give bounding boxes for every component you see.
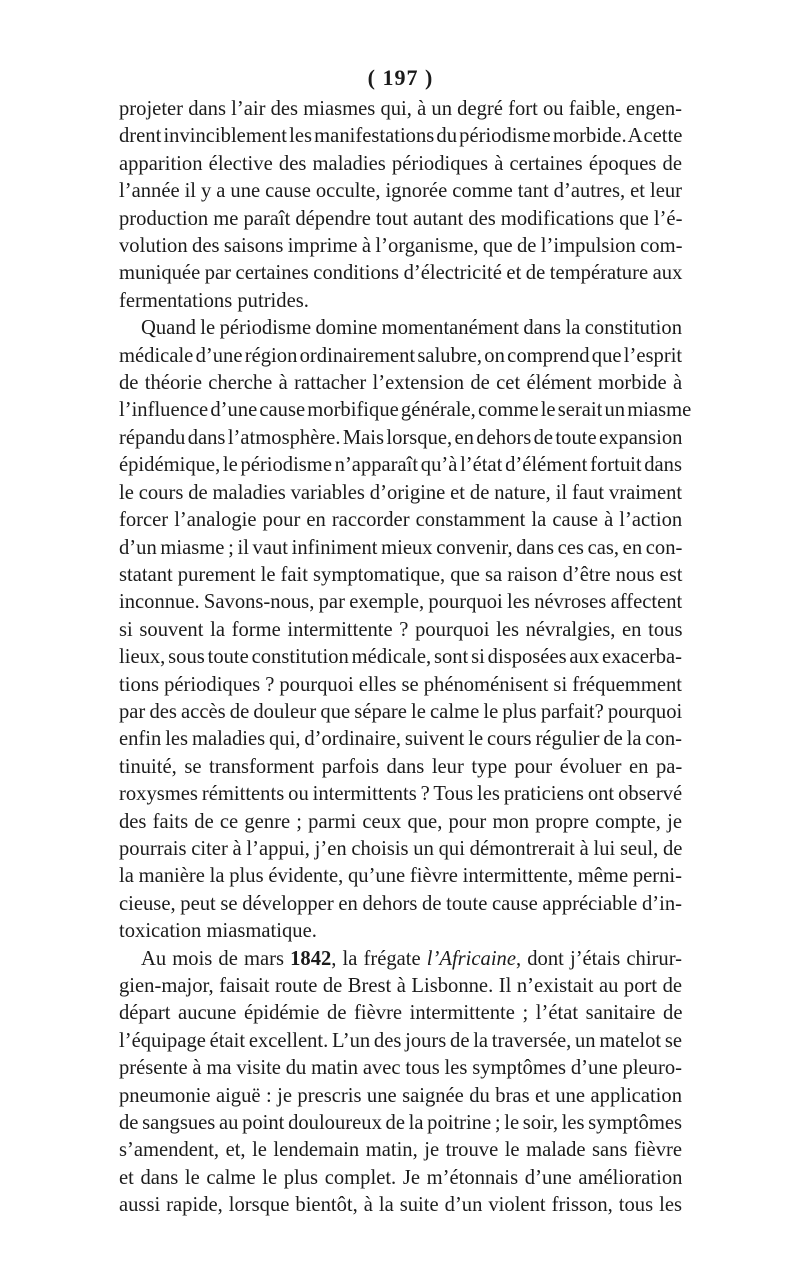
text-line: départ aucune épidémie de fièvre intermittente ; l’état sanitaire de (119, 1002, 683, 1025)
body-text (119, 96, 692, 1220)
text-line: la manière la plus évidente, qu’une fièvre intermittente, même perni- (119, 865, 682, 888)
text-line: d’un miasme ; il vaut infiniment mieux convenir, dans ces cas, en con- (119, 536, 683, 559)
text-line-first (119, 946, 682, 973)
ship-name: l’Africaine (426, 947, 516, 970)
text-line: médicale d’une région ordinairement salubre, on comprend que l’esprit (119, 344, 683, 367)
text-line: forcer l’analogie pour en raccorder constamment la cause à l’action (119, 509, 683, 532)
text-line: aussi rapide, lorsque bientôt, à la suite d’un violent frisson, tous les (119, 1194, 682, 1217)
paragraph-2 (119, 315, 692, 945)
text-line: production me paraît dépendre tout autant des modifications que l’é- (119, 207, 683, 230)
text-line: toxication miasmatique. (119, 920, 317, 943)
text-run: , la frégate (331, 947, 427, 970)
text-line: et dans le calme le plus complet. Je m’étonnais d’une amélioration (119, 1166, 683, 1189)
text-line: présente à ma visite du matin avec tous les symptômes d’une pleuro- (119, 1057, 682, 1080)
text-line: par des accès de douleur que sépare le calme le plus parfait? pourquoi (119, 700, 683, 723)
text-run: , dont j’étais chirur- (516, 947, 683, 970)
text-line: des faits de ce genre ; parmi ceux que, pour mon propre compte, je (119, 810, 682, 833)
text-line: projeter dans l’air des miasmes qui, à un degré fort ou faible, engen- (119, 98, 682, 120)
paragraph-1 (119, 96, 682, 315)
text-line: Quand le périodisme domine momentanément dans la constitution (141, 317, 682, 340)
text-line: cieuse, peut se développer en dehors de toute cause appréciable d’in- (119, 892, 682, 915)
text-line: volution des saisons imprime à l’organisme, que de l’impulsion com- (119, 235, 683, 258)
text-line: gien-major, faisait route de Brest à Lisbonne. Il n’existait au port de (119, 975, 683, 997)
text-line: s’amendent, et, le lendemain matin, je trouve le malade sans fièvre (119, 1139, 682, 1162)
text-line: l’année il y a une cause occulte, ignorée comme tant d’autres, et leur (119, 180, 682, 203)
text-line: muniquée par certaines conditions d’électricité et de température aux (119, 262, 683, 285)
page-number: ( 197 ) (367, 65, 434, 90)
text-line: si souvent la forme intermittente ? pourquoi les névralgies, en tous (119, 618, 683, 641)
text-line: inconnue. Savons-nous, par exemple, pourquoi les névroses affectent (119, 591, 683, 614)
text-line: répandu dans l’atmosphère. Mais lorsque, en dehors de toute expansion (119, 426, 683, 449)
text-line: de théorie cherche à rattacher l’extension de cet élément morbide à (119, 372, 683, 395)
text-line: enfin les maladies qui, d’ordinaire, suivent le cours régulier de la con- (119, 728, 682, 751)
text-line: l’équipage était excellent. L’un des jours de la traversée, un matelot se (119, 1029, 682, 1052)
text-line: roxysmes rémittents ou intermittents ? Tous les praticiens ont observé (119, 783, 683, 806)
text-line: pneumonie aiguë : je prescris une saignée du bras et une application (119, 1084, 682, 1107)
text-line: épidémique, le périodisme n’apparaît qu’à l’état d’élément fortuit dans (119, 454, 682, 477)
text-line: drent invinciblement les manifestations du périodisme morbide. A cette (119, 125, 683, 148)
text-run: Au mois de mars (141, 947, 291, 970)
text-line: pourrais citer à l’appui, j’en choisis un qui démontrerait à lui seul, de (119, 837, 683, 860)
text-line: apparition élective des maladies périodiques à certaines époques de (119, 152, 682, 175)
year: 1842 (290, 947, 332, 970)
text-line: de sangsues au point douloureux de la poitrine ; le soir, les symptômes (119, 1112, 682, 1135)
text-line: tions périodiques ? pourquoi elles se phénoménisent si fréquemment (119, 673, 682, 696)
text-line: le cours de maladies variables d’origine et de nature, il faut vraiment (119, 481, 683, 504)
text-line: l’influence d’une cause morbifique générale, comme le serait un miasme (119, 399, 692, 422)
paragraph-3 (119, 946, 682, 1220)
text-line: fermentations putrides. (119, 289, 309, 312)
text-line: statant purement le fait symptomatique, que sa raison d’être nous est (119, 563, 683, 586)
text-line: lieux, sous toute constitution médicale, sont si disposées aux exacerba- (119, 646, 682, 669)
text-line: tinuité, se transforment parfois dans leur type pour évoluer en pa- (119, 755, 683, 778)
